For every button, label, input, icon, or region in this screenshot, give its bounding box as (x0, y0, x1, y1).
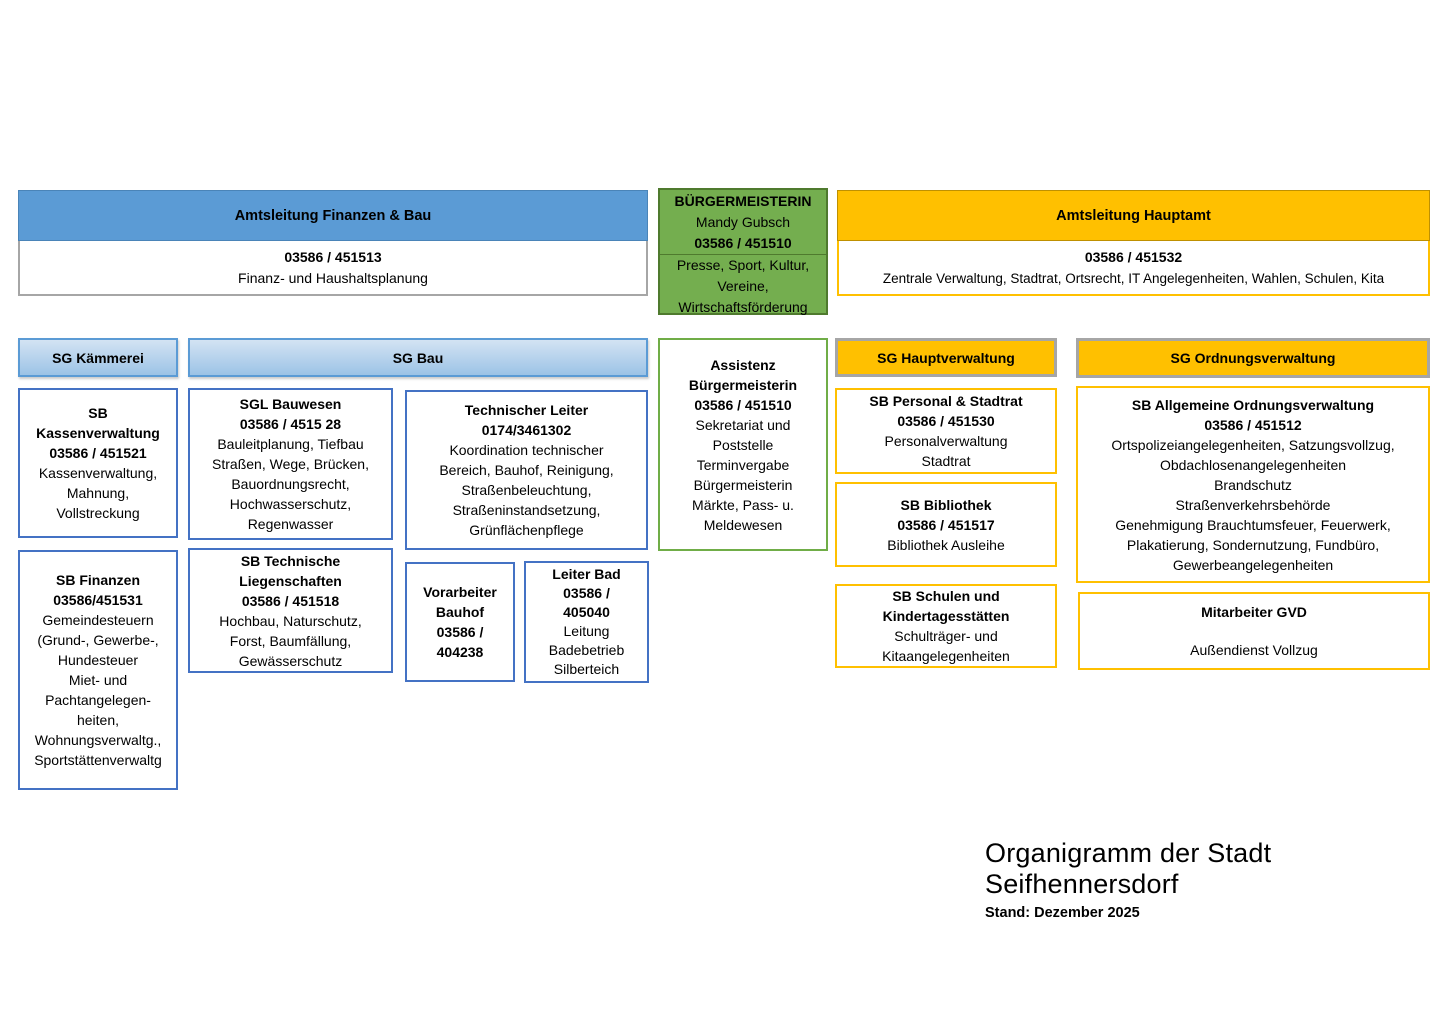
amtsleitung-hauptamt-body (837, 241, 1430, 296)
assistenz-title: Assistenz Bürgermeisterin 03586 / 451510 (688, 356, 798, 413)
vorarbeiter-bauhof-title: Vorarbeiter Bauhof 03586 / 404238 (423, 584, 497, 660)
mitarbeiter-gvd-body: Außendienst Vollzug (1190, 642, 1318, 658)
mitarbeiter-gvd-title: Mitarbeiter GVD (1201, 604, 1307, 620)
sb-kassenverwaltung-title: SB Kassenverwaltung 03586 / 451521 (36, 405, 160, 461)
amtsleitung-finanzen-bau-phone: 03586 / 451513 (284, 248, 382, 265)
amtsleitung-finanzen-bau-desc: Finanz- und Haushaltsplanung (238, 269, 428, 286)
sb-personal-stadtrat-title: SB Personal & Stadtrat 03586 / 451530 (869, 393, 1023, 429)
box-sb-schulen-kitas (835, 584, 1057, 668)
leiter-bad-title: Leiter Bad 03586 / 405040 (552, 566, 621, 620)
buergermeisterin-name: Mandy Gubsch (695, 213, 791, 230)
sb-schulen-kitas-title: SB Schulen und Kindertagesstätten (882, 588, 1010, 624)
box-mitarbeiter-gvd (1078, 592, 1430, 670)
page-title: Organigramm der Stadt Seifhennersdorf (985, 838, 1272, 899)
sb-finanzen-body: Gemeindesteuern (Grund-, Gewerbe-, Hundesteuer Miet- und Pachtangelegen- heiten, Wohnungsverwaltg., Sportstättenverwaltg (34, 612, 162, 768)
technischer-leiter-body: Koordination technischer Bereich, Bauhof, Reinigung, Straßenbeleuchtung, Straßeninstandsetzung, Grünflächenpflege (439, 442, 614, 538)
box-sb-finanzen (18, 550, 178, 790)
sg-header-kaemmerei: SG Kämmerei (18, 338, 178, 377)
sg-header-hauptverwaltung: SG Hauptverwaltung (835, 338, 1057, 377)
box-sb-kassenverwaltung (18, 388, 178, 538)
sb-finanzen-title: SB Finanzen 03586/451531 (53, 572, 143, 608)
sgl-bauwesen-body: Bauleitplanung, Tiefbau Straßen, Wege, Brücken, Bauordnungsrecht, Hochwasserschutz, Regenwasser (212, 436, 369, 532)
amtsleitung-finanzen-bau-header: Amtsleitung Finanzen & Bau (18, 190, 648, 241)
buergermeisterin-head (660, 190, 826, 254)
page-subtitle: Stand: Dezember 2025 (985, 905, 1140, 921)
sb-technische-liegenschaften-title: SB Technische Liegenschaften 03586 / 451518 (239, 552, 342, 609)
box-amtsleitung-finanzen-bau (18, 190, 648, 296)
buergermeisterin-tasks: Presse, Sport, Kultur, Vereine, Wirtschaftsförderung (660, 254, 826, 318)
box-sb-bibliothek (835, 482, 1057, 567)
amtsleitung-hauptamt-desc: Zentrale Verwaltung, Stadtrat, Ortsrecht, IT Angelegenheiten, Wahlen, Schulen, Kita (882, 270, 1385, 286)
box-technischer-leiter (405, 390, 648, 550)
assistenz-body: Sekretariat und Poststelle Terminvergabe Bürgermeisterin Märkte, Pass- u. Meldewesen (692, 416, 794, 533)
sg-header-bau: SG Bau (188, 338, 648, 377)
sb-schulen-kitas-body: Schulträger- und Kitaangelegenheiten (882, 628, 1010, 664)
amtsleitung-hauptamt-header: Amtsleitung Hauptamt (837, 190, 1430, 241)
sb-technische-liegenschaften-body: Hochbau, Naturschutz, Forst, Baumfällung, Gewässerschutz (219, 612, 362, 669)
box-sb-technische-liegenschaften (188, 548, 393, 673)
box-sb-personal-stadtrat (835, 388, 1057, 474)
box-buergermeisterin (658, 188, 828, 315)
sb-bibliothek-body: Bibliothek Ausleihe (887, 536, 1005, 553)
sg-header-ordnungsverwaltung: SG Ordnungsverwaltung (1076, 338, 1430, 378)
leiter-bad-body: Leitung Badebetrieb Silberteich (548, 623, 625, 677)
sb-bibliothek-title: SB Bibliothek 03586 / 451517 (897, 496, 995, 533)
buergermeisterin-title: BÜRGERMEISTERIN (674, 192, 812, 209)
sgl-bauwesen-title: SGL Bauwesen 03586 / 4515 28 (239, 396, 342, 432)
amtsleitung-hauptamt-phone: 03586 / 451532 (1084, 248, 1183, 265)
amtsleitung-finanzen-bau-body (18, 241, 648, 296)
technischer-leiter-title: Technischer Leiter 0174/3461302 (464, 402, 589, 438)
sb-personal-stadtrat-body: Personalverwaltung Stadtrat (884, 433, 1008, 469)
box-amtsleitung-hauptamt (837, 190, 1430, 296)
box-vorarbeiter-bauhof (405, 562, 515, 682)
box-leiter-bad (524, 561, 649, 683)
caption-block (985, 838, 1449, 921)
box-sgl-bauwesen (188, 388, 393, 540)
sb-allgemeine-ordnungsverwaltung-body: Ortspolizeiangelegenheiten, Satzungsvollzug, Obdachlosenangelegenheiten Brandschutz Straßenverkehrsbehörde Genehmigung Brauchtumsfeuer, Feuerwerk, Plakatierung, Sondernutzung, Fundbüro, Gewerbeangelegenheiten (1111, 436, 1395, 573)
box-assistenz-buergermeisterin (658, 338, 828, 551)
sb-kassenverwaltung-body: Kassenverwaltung, Mahnung, Vollstreckung (38, 465, 158, 521)
box-sb-allgemeine-ordnungsverwaltung (1076, 386, 1430, 583)
sb-allgemeine-ordnungsverwaltung-title: SB Allgemeine Ordnungsverwaltung 03586 / 451512 (1131, 396, 1375, 433)
buergermeisterin-phone: 03586 / 451510 (694, 234, 792, 251)
